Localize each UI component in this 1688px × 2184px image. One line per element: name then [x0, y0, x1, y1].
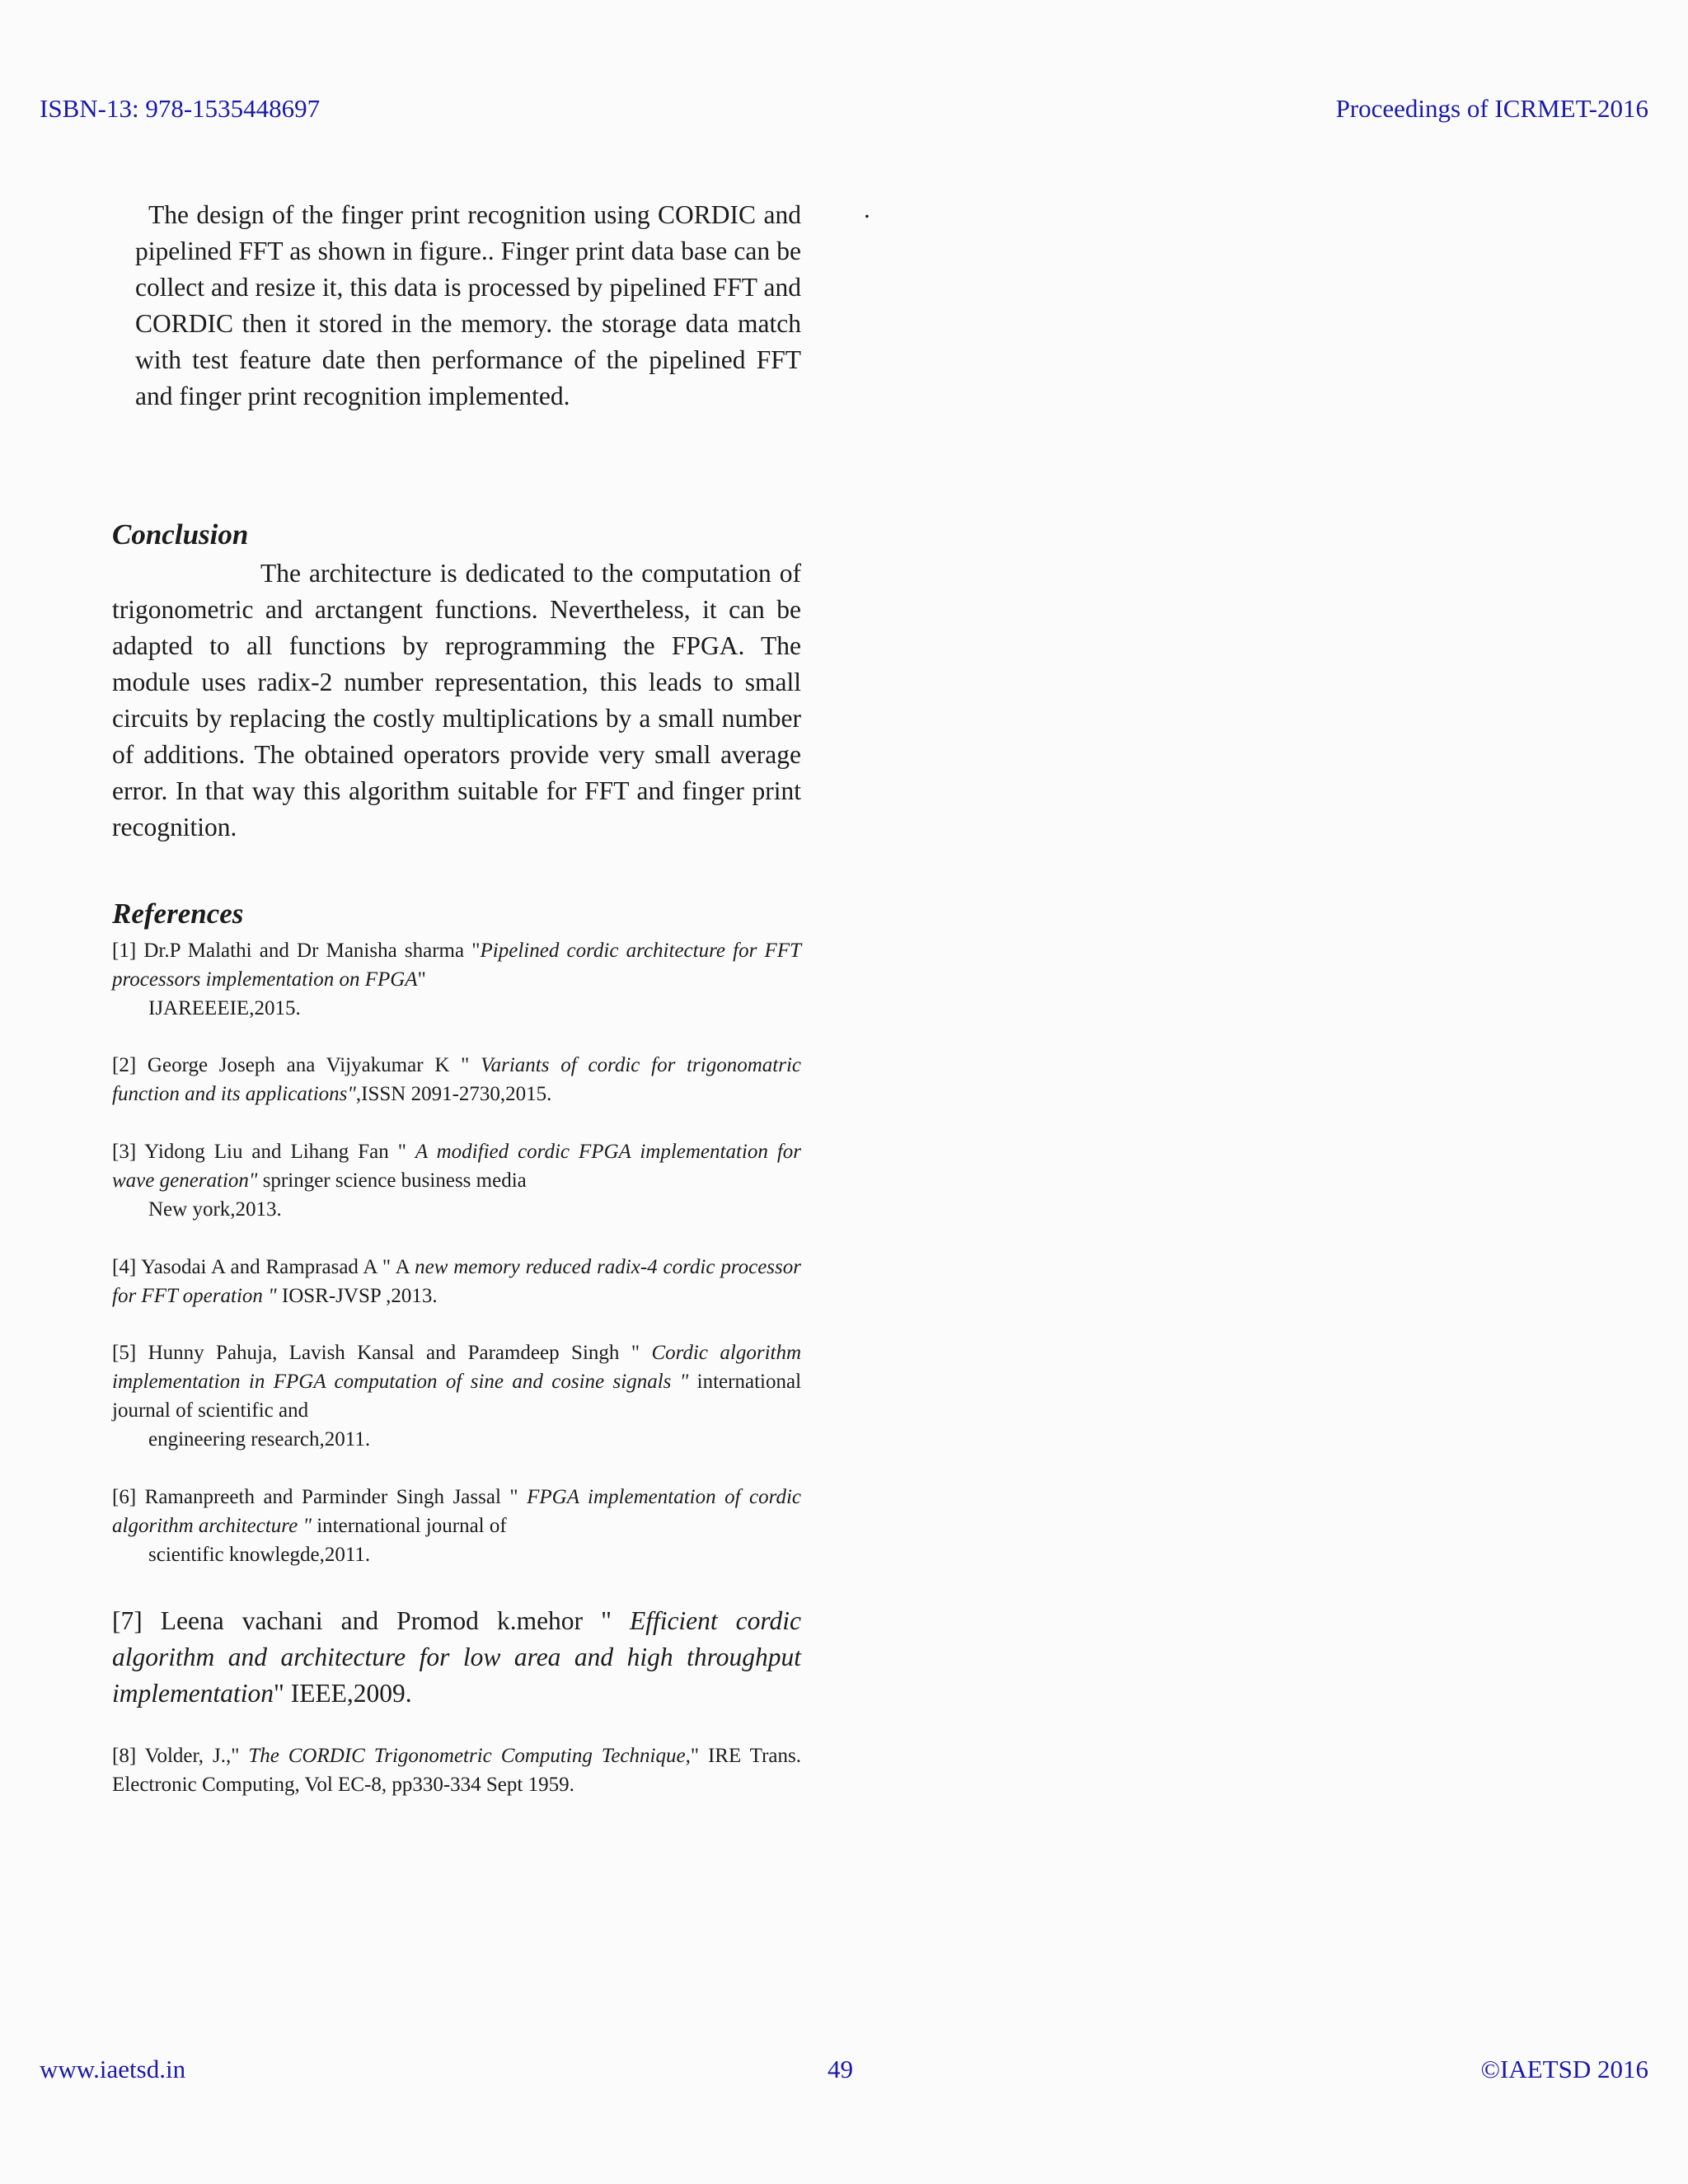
intro-paragraph — [135, 197, 801, 415]
conclusion-paragraph — [112, 555, 801, 846]
isbn-header: ISBN-13: 978-1535448697 — [40, 94, 321, 123]
reference-item: [5] Hunny Pahuja, Lavish Kansal and Paramdeep Singh " Cordic algorithm implementation in FPGA computation of sine and cosine signals " international journal of scientific and engineering research,2011. — [112, 1342, 802, 1451]
reference-title: The CORDIC Trigonometric Computing Technique — [248, 1745, 686, 1767]
reference-title: A modified cordic FPGA implementation for wave generation" — [112, 1141, 801, 1192]
reference-title: Cordic algorithm implementation in FPGA computation of sine and cosine signals " — [112, 1342, 802, 1393]
reference-title: Efficient cordic algorithm and architecture for low area and high throughput implementation — [112, 1606, 801, 1708]
reference-item: [2] George Joseph ana Vijyakumar K " Variants of cordic for trigonomatric function and its applications",ISSN 2091-2730,2015. — [112, 1054, 802, 1105]
intro-text: The design of the finger print recognition using CORDIC and pipelined FFT as shown in figure.. Finger print data base can be collect and resize it, this data is processed by pipelined FFT and CORDIC then it stored in the memory. the storage data match with test feature date then performance of the pipelined FFT and finger print recognition implemented. — [135, 200, 801, 410]
conclusion-heading: Conclusion — [112, 518, 249, 551]
reference-item: [7] Leena vachani and Promod k.mehor " Efficient cordic algorithm and architecture for low area and high throughput implementation" IEEE,2009. — [112, 1606, 801, 1708]
reference-item: [6] Ramanpreeth and Parminder Singh Jassal " FPGA implementation of cordic algorithm architecture " international journal of scientific knowlegde,2011. — [112, 1486, 801, 1566]
reference-title: Pipelined cordic architecture for FFT processors implementation on FPGA — [112, 940, 802, 991]
conclusion-text: The architecture is dedicated to the computation of trigonometric and arctangent functions. Nevertheless, it can be adapted to all functions by reprogramming the FPGA. The module uses radix-2 number representation, this leads to small circuits by replacing the costly multiplications by a small number of additions. The obtained operators provide very small average error. In that way this algorithm suitable for FFT and finger print recognition. — [112, 559, 801, 841]
reference-item: [4] Yasodai A and Ramprasad A " A new memory reduced radix-4 cordic processor for FFT operation " IOSR-JVSP ,2013. — [112, 1256, 801, 1307]
reference-title: FPGA implementation of cordic algorithm architecture " — [112, 1486, 801, 1537]
website-footer: www.iaetsd.in — [40, 2055, 186, 2083]
reference-item: [3] Yidong Liu and Lihang Fan " A modified cordic FPGA implementation for wave generation" springer science business media New york,2013. — [112, 1141, 801, 1221]
page-number: 49 — [828, 2055, 853, 2083]
reference-title: Variants of cordic for trigonomatric function and its applications" — [112, 1054, 802, 1105]
references-heading: References — [112, 898, 244, 930]
reference-item: [8] Volder, J.," The CORDIC Trigonometric Computing Technique," IRE Trans. Electronic Computing, Vol EC-8, pp330-334 Sept 1959. — [112, 1745, 801, 1796]
copyright-footer: ©IAETSD 2016 — [1480, 2055, 1648, 2083]
reference-title: new memory reduced radix-4 cordic processor for FFT operation " — [112, 1256, 801, 1307]
proceedings-header: Proceedings of ICRMET-2016 — [1335, 94, 1648, 123]
reference-item: [1] Dr.P Malathi and Dr Manisha sharma "Pipelined cordic architecture for FFT processors implementation on FPGA" IJAREEEIE,2015. — [112, 940, 802, 1019]
stray-mark: . — [864, 194, 870, 223]
